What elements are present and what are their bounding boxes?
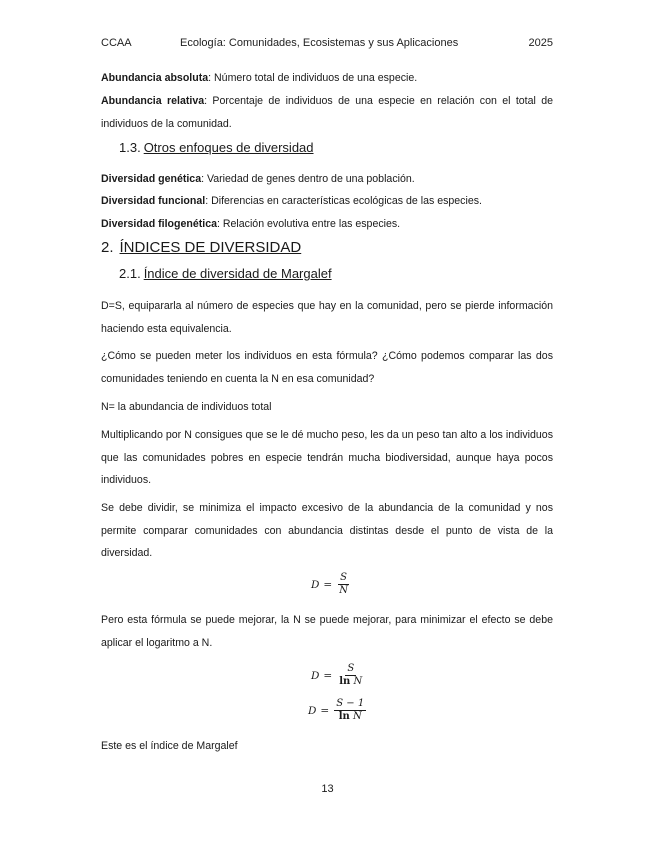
header-year: 2025 — [528, 37, 553, 49]
abundancia-absoluta-term: Abundancia absoluta — [101, 72, 209, 84]
equals-sign: = — [323, 669, 333, 682]
equals-sign: = — [323, 578, 333, 591]
paragraph-dividir: Se debe dividir, se minimiza el impacto excesivo de la abundancia de la comunidad y nos permite comparar comunidades con abundancia distintas desde el punto de vista de la diversidad. — [101, 502, 553, 559]
section-heading-2-1 — [119, 266, 332, 281]
diversidad-filogenetica-definition: : Relación evolutiva entre las especies. — [216, 218, 401, 230]
abundancia-relativa-paragraph — [101, 90, 553, 135]
section-title: ÍNDICES DE DIVERSIDAD — [119, 239, 302, 256]
diversidad-genetica-term: Diversidad genética — [101, 173, 202, 185]
section-title: Índice de diversidad de Margalef — [143, 266, 332, 281]
paragraph-margalef-conclusion: Este es el índice de Margalef — [101, 740, 238, 752]
denominator-variable: N — [352, 711, 362, 722]
paragraph-d-equals-s: D=S, equipararla al número de especies que hay en la comunidad, pero se pierde información haciendo esta equivalencia. — [101, 300, 553, 335]
abundancia-relativa-term: Abundancia relativa — [101, 95, 205, 107]
paragraph-n-definition: N= la abundancia de individuos total — [101, 401, 272, 413]
diversidad-funcional-term: Diversidad funcional — [101, 195, 206, 207]
denominator: N — [339, 585, 348, 596]
formula-lhs: D — [308, 704, 317, 717]
fraction — [337, 572, 350, 597]
page-header — [101, 37, 553, 53]
paragraph-mejorar: Pero esta fórmula se puede mejorar, la N se puede mejorar, para minimizar el efecto se debe aplicar el logaritmo a N. — [101, 614, 553, 649]
ln-function: ln — [338, 711, 350, 722]
diversidad-genetica-paragraph — [101, 168, 553, 191]
formula-lhs: D — [311, 669, 320, 682]
section-number: 2. — [101, 239, 114, 256]
abundancia-absoluta-definition: : Número total de individuos de una especie. — [208, 72, 418, 84]
diversidad-funcional-paragraph — [101, 190, 553, 213]
numerator: S — [347, 663, 355, 674]
fraction — [334, 698, 366, 723]
section-number: 2.1. — [119, 266, 141, 281]
denominator — [337, 711, 364, 723]
section-heading-2 — [101, 239, 301, 256]
page-number: 13 — [321, 783, 334, 795]
diversidad-filogenetica-term: Diversidad filogenética — [101, 218, 217, 230]
diversidad-filogenetica-paragraph — [101, 213, 553, 236]
denominator-variable: N — [353, 676, 363, 687]
formula-lhs: D — [311, 578, 320, 591]
header-title: Ecología: Comunidades, Ecosistemas y sus Aplicaciones — [180, 37, 459, 49]
numerator: S − 1 — [336, 698, 365, 709]
equals-sign: = — [320, 704, 330, 717]
paragraph-multiplicando: Multiplicando por N consigues que se le dé mucho peso, les da un peso tan alto a los individuos que las comunidades pobres en especie tendrán mucha biodiversidad, aunque haya pocos individuos. — [101, 429, 553, 486]
header-left: CCAA — [101, 37, 132, 49]
paragraph-question: ¿Cómo se pueden meter los individuos en esta fórmula? ¿Cómo podemos comparar las dos comunidades teniendo en cuenta la N en esa comunidad? — [101, 350, 553, 385]
abundancia-absoluta-paragraph — [101, 67, 553, 90]
section-heading-1-3 — [119, 140, 314, 155]
abundancia-relativa-definition: : Porcentaje de individuos de una especie en relación con el total de individuos de la comunidad. — [101, 95, 554, 130]
numerator: S — [340, 572, 348, 583]
section-number: 1.3. — [119, 140, 141, 155]
section-title: Otros enfoques de diversidad — [143, 140, 314, 155]
fraction — [337, 663, 364, 688]
denominator — [337, 676, 364, 688]
formula-margalef — [308, 698, 366, 723]
diversidad-genetica-definition: : Variedad de genes dentro de una población. — [201, 173, 415, 185]
ln-function: ln — [339, 676, 351, 687]
diversidad-funcional-definition: : Diferencias en características ecológicas de las especies. — [205, 195, 482, 207]
formula-d-s-over-n — [311, 572, 350, 597]
formula-d-s-over-ln-n — [311, 663, 364, 688]
